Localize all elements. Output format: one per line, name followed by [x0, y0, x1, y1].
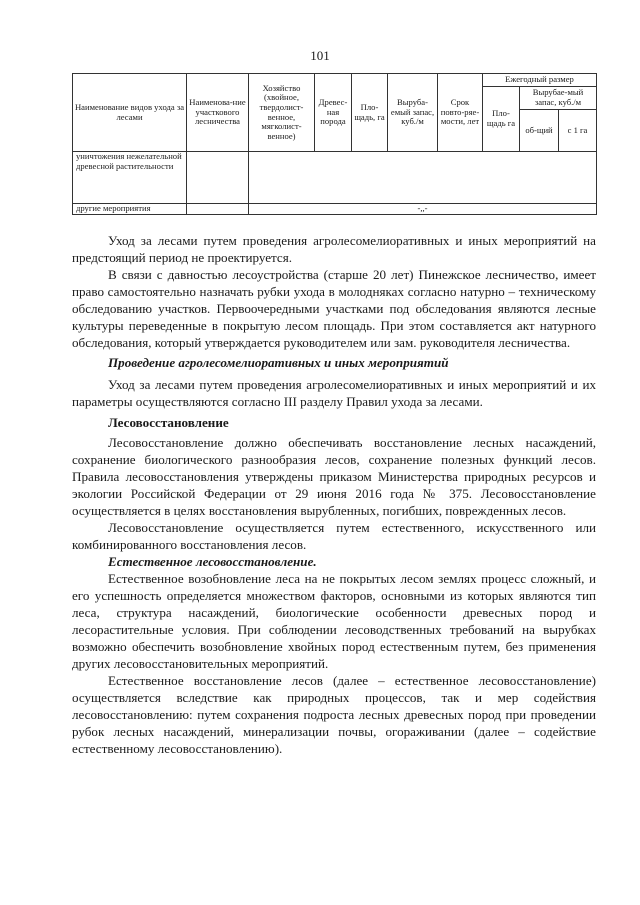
paragraph: Естественное восстановление лесов (далее – естественное лесовосстановление) осуществляется вследствие как природных процессов, так и мер содействия лесовосстановлению: путем сохранения подроста лесных древесных пород при проведении рубок лесных насаждений, минерализации почвы, огораживании (далее – содействие естественному лесовосстановлению).	[72, 673, 596, 756]
cell	[187, 152, 249, 204]
forest-care-table	[72, 73, 597, 215]
header-total: об-щий	[520, 110, 559, 152]
header-annual-area: Пло-щадь га	[483, 87, 520, 152]
header-annual-stock: Вырубае-мый запас, куб./м	[520, 87, 597, 110]
section-heading: Естественное лесовосстановление.	[108, 554, 317, 569]
table-row	[73, 204, 597, 215]
paragraph: Уход за лесами путем проведения агролесомелиоративных и иных мероприятий на предстоящий период не проектируется.	[72, 233, 596, 265]
section-heading: Лесовосстановление	[108, 415, 229, 430]
header-annual: Ежегодный размер	[483, 74, 597, 87]
header-area: Пло-щадь, га	[352, 74, 388, 152]
paragraph: Лесовосстановление осуществляется путем естественного, искусственного или комбинированного восстановления лесов.	[72, 520, 596, 552]
paragraph: В связи с давностью лесоустройства (старше 20 лет) Пинежское лесничество, имеет право самостоятельно назначать рубки ухода в молодняках согласно натурно – техническому обследованию участков. Первоочередными участками под обследования являются лесные культуры переведенные в покрытую лесом площадь. При этом составляется акт натурного обследования, который утверждается руководителем или зам. руководителя лесничества.	[72, 267, 596, 350]
row-label: другие мероприятия	[73, 204, 187, 215]
header-per-ha: с 1 га	[559, 110, 597, 152]
table-row	[73, 152, 597, 204]
header-species: Древес-ная порода	[315, 74, 352, 152]
page-number: 101	[310, 48, 330, 63]
section-heading: Проведение агролесомелиоративных и иных мероприятий	[108, 355, 449, 370]
header-period: Срок повто-ряе-мости, лет	[438, 74, 483, 152]
header-care-type: Наименование видов ухода за лесами	[73, 74, 187, 152]
header-stock: Выруба-емый запас, куб./м	[388, 74, 438, 152]
row-value	[249, 152, 597, 204]
row-label: уничтожения нежелательной древесной растительности	[73, 152, 187, 204]
row-value: -,,-	[249, 204, 597, 215]
cell	[187, 204, 249, 215]
document-body	[72, 232, 596, 757]
header-forestry-name: Наименова-ние участкового лесничества	[187, 74, 249, 152]
paragraph: Естественное возобновление леса на не покрытых лесом землях процесс сложный, и его успешность определяется множеством факторов, основными из которых являются тип леса, структура насаждений, биологические особенности древесных пород и лесорастительные условия. При соблюдении лесоводственных требований на вырубках возможно обеспечить возобновление хвойных пород естественным путем, без применения других лесовосстановительных мероприятий.	[72, 571, 596, 671]
paragraph: Уход за лесами путем проведения агролесомелиоративных и иных мероприятий и их параметры осуществляются согласно III разделу Правил ухода за лесами.	[72, 377, 596, 409]
header-farm: Хозяйство (хвойное, твердолист-венное, мягколист-венное)	[249, 74, 315, 152]
paragraph: Лесовосстановление должно обеспечивать восстановление лесных насаждений, сохранение биологического разнообразия лесов, сохранение полезных функций лесов. Правила лесовосстановления утверждены приказом Министерства природных ресурсов и экологии Российской Федерации от 29 июня 2016 года № 375. Лесовосстановление осуществляется в целях восстановления вырубленных, погибших, поврежденных лесов.	[72, 435, 596, 518]
